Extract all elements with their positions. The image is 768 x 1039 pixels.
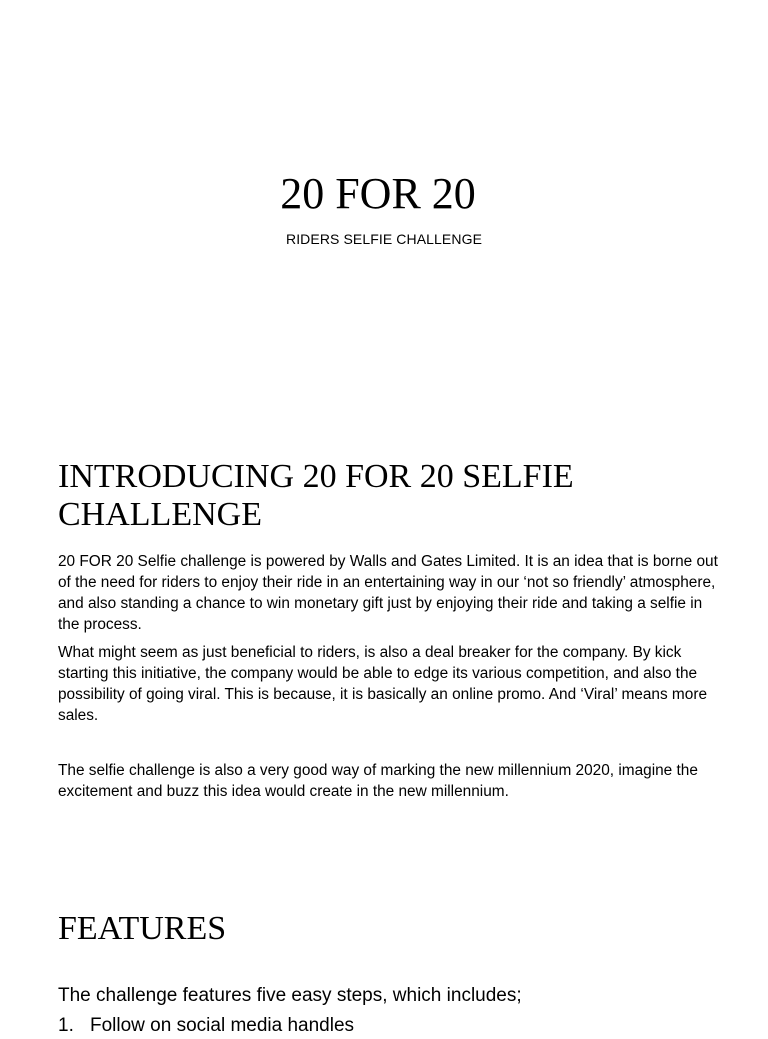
document-title: 20 FOR 20	[280, 169, 476, 218]
steps-list	[58, 1013, 738, 1039]
intro-heading	[58, 458, 718, 534]
intro-paragraph-1: 20 FOR 20 Selfie challenge is powered by Walls and Gates Limited. It is an idea that is borne out of the need for riders to enjoy their ride in an entertaining way in our ‘not so friendly’ atmosphere, and also standing a chance to win monetary gift just by enjoying their ride and taking a selfie in the process.	[58, 553, 718, 633]
features-intro: The challenge features five easy steps, which includes;	[58, 985, 522, 1006]
list-item	[58, 1013, 738, 1039]
intro-heading-line2: CHALLENGE	[58, 496, 262, 533]
intro-paragraph-3: The selfie challenge is also a very good way of marking the new millennium 2020, imagine the excitement and buzz this idea would create in the new millennium.	[58, 762, 698, 800]
step-number: 1.	[58, 1015, 74, 1036]
step-text: Follow on social media handles	[90, 1015, 355, 1036]
document-subtitle: RIDERS SELFIE CHALLENGE	[285, 231, 483, 247]
intro-heading-line1: INTRODUCING 20 FOR 20 SELFIE	[58, 458, 574, 495]
features-heading: FEATURES	[58, 910, 227, 947]
intro-paragraph-2: What might seem as just beneficial to riders, is also a deal breaker for the company. By kick starting this initiative, the company would be able to edge its various competition, and also the possibility of going viral. This is because, it is basically an online promo. And ‘Viral’ means more sales.	[58, 644, 707, 724]
